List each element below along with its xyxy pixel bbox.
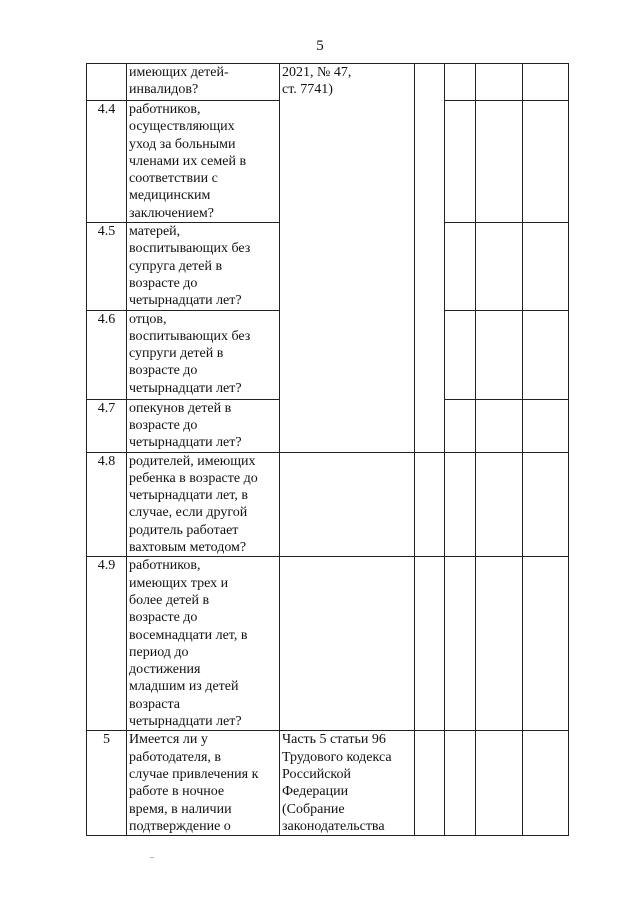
question-line: инвалидов? xyxy=(129,82,199,98)
reference-line: ст. 7741) xyxy=(282,82,333,98)
question-line: уход за больными xyxy=(129,136,236,152)
reference-line: законодательства xyxy=(282,818,385,834)
question-line: подтверждение о xyxy=(129,818,231,834)
question-line: Имеется ли у xyxy=(129,732,208,748)
question-line: осуществляющих xyxy=(129,119,235,135)
row-number: 4.4 xyxy=(87,101,127,223)
table-row xyxy=(87,64,569,101)
table-row xyxy=(87,452,569,557)
question-cell xyxy=(127,101,280,223)
answer-no-cell xyxy=(445,452,476,557)
answer-yes-cell xyxy=(415,64,445,453)
question-line: четырнадцати лет? xyxy=(129,293,242,309)
question-line: воспитывающих без xyxy=(129,241,251,257)
reference-line: Российской xyxy=(282,766,351,782)
question-line: работников, xyxy=(129,558,201,574)
question-line: супруга детей в xyxy=(129,258,223,274)
question-line: возрасте до xyxy=(129,417,198,433)
question-line: возраста xyxy=(129,696,180,712)
row-number xyxy=(87,64,127,101)
question-line: возрасте до xyxy=(129,275,198,291)
reference-line: Часть 5 статьи 96 xyxy=(282,732,386,748)
answer-no-cell xyxy=(445,101,476,223)
not-applicable-cell xyxy=(476,731,523,836)
question-line: младшим из детей xyxy=(129,679,239,695)
question-cell xyxy=(127,557,280,731)
question-line: более детей в xyxy=(129,592,210,608)
question-line: заключением? xyxy=(129,205,214,221)
table-row xyxy=(87,731,569,836)
row-number: 4.6 xyxy=(87,310,127,399)
not-applicable-cell xyxy=(476,223,523,310)
not-applicable-cell xyxy=(476,310,523,399)
question-cell xyxy=(127,399,280,452)
reference-cell xyxy=(280,557,415,731)
not-applicable-cell xyxy=(476,399,523,452)
question-line: ребенка в возрасте до xyxy=(129,470,258,486)
answer-yes-cell xyxy=(415,452,445,557)
scan-smudge xyxy=(150,857,154,858)
question-line: матерей, xyxy=(129,224,181,240)
reference-line: Трудового кодекса xyxy=(282,749,392,765)
question-cell xyxy=(127,310,280,399)
question-line: работодателя, в xyxy=(129,749,222,765)
reference-cell xyxy=(280,731,415,836)
answer-yes-cell xyxy=(415,731,445,836)
row-number: 4.8 xyxy=(87,452,127,557)
question-line: случае привлечения к xyxy=(129,766,259,782)
reference-line: (Собрание xyxy=(282,801,345,817)
reference-line: 2021, № 47, xyxy=(282,65,352,80)
note-cell xyxy=(523,399,569,452)
note-cell xyxy=(523,557,569,731)
question-line: возрасте до xyxy=(129,363,198,379)
reference-cell xyxy=(280,64,415,453)
page-number: 5 xyxy=(316,38,324,54)
question-cell xyxy=(127,731,280,836)
reference-line: Федерации xyxy=(282,784,349,800)
note-cell xyxy=(523,64,569,101)
answer-no-cell xyxy=(445,731,476,836)
answer-no-cell xyxy=(445,399,476,452)
question-cell xyxy=(127,452,280,557)
row-number: 4.9 xyxy=(87,557,127,731)
question-line: родитель работает xyxy=(129,522,239,538)
question-line: время, в наличии xyxy=(129,801,232,817)
question-line: родителей, имеющих xyxy=(129,453,256,469)
question-cell xyxy=(127,64,280,101)
note-cell xyxy=(523,101,569,223)
row-number: 4.5 xyxy=(87,223,127,310)
question-line: воспитывающих без xyxy=(129,328,251,344)
answer-yes-cell xyxy=(415,557,445,731)
question-line: восемнадцати лет, в xyxy=(129,627,248,643)
question-line: четырнадцати лет? xyxy=(129,714,242,730)
note-cell xyxy=(523,452,569,557)
question-cell xyxy=(127,223,280,310)
answer-no-cell xyxy=(445,557,476,731)
reference-cell xyxy=(280,452,415,557)
not-applicable-cell xyxy=(476,101,523,223)
question-line: достижения xyxy=(129,662,201,678)
not-applicable-cell xyxy=(476,452,523,557)
question-line: четырнадцати лет? xyxy=(129,380,242,396)
question-line: четырнадцати лет? xyxy=(129,435,242,451)
answer-no-cell xyxy=(445,310,476,399)
not-applicable-cell xyxy=(476,64,523,101)
question-line: опекунов детей в xyxy=(129,400,232,416)
question-line: соответствии с xyxy=(129,171,218,187)
not-applicable-cell xyxy=(476,557,523,731)
table-row xyxy=(87,557,569,731)
note-cell xyxy=(523,731,569,836)
note-cell xyxy=(523,223,569,310)
checklist-table xyxy=(86,63,569,836)
question-line: период до xyxy=(129,644,189,660)
question-line: членами их семей в xyxy=(129,153,247,169)
answer-no-cell xyxy=(445,64,476,101)
question-line: отцов, xyxy=(129,311,167,327)
question-line: имеющих детей- xyxy=(129,65,229,80)
question-line: работе в ночное xyxy=(129,784,225,800)
question-line: имеющих трех и xyxy=(129,575,229,591)
question-line: четырнадцати лет, в xyxy=(129,488,248,504)
question-line: возрасте до xyxy=(129,610,198,626)
answer-no-cell xyxy=(445,223,476,310)
question-line: медицинским xyxy=(129,188,211,204)
question-line: работников, xyxy=(129,102,201,117)
question-line: супруги детей в xyxy=(129,346,224,362)
question-line: вахтовым методом? xyxy=(129,540,247,556)
row-number: 5 xyxy=(87,731,127,836)
note-cell xyxy=(523,310,569,399)
row-number: 4.7 xyxy=(87,399,127,452)
question-line: случае, если другой xyxy=(129,505,248,521)
